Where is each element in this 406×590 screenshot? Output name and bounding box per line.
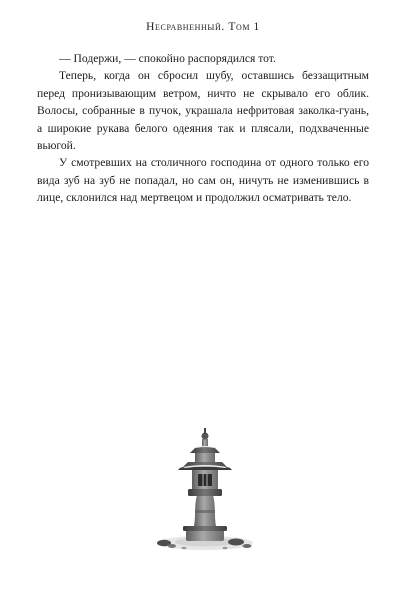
paragraph: Теперь, когда он сбросил шубу, оставшись беззащитным перед пронизывающим ветром, ничто не скрывало его облик. Волосы, собранные в пучок, украшала нефритовая заколка-гуань, а широкие рукава белого одеяния так и плясали, подхваченные вьюгой.: [37, 69, 369, 153]
stone-lantern-icon: [150, 425, 260, 555]
running-header: Несравненный. Том 1: [146, 21, 260, 33]
paragraph: — Подержи, — спокойно распорядился тот.: [59, 52, 276, 65]
text-block: [37, 50, 369, 207]
paragraph: У смотревших на столичного господина от одного только его вида зуб на зуб не попадал, но сам он, ничуть не изменившись в лице, склонился над мертвецом и продолжил осматривать тело.: [37, 156, 369, 205]
